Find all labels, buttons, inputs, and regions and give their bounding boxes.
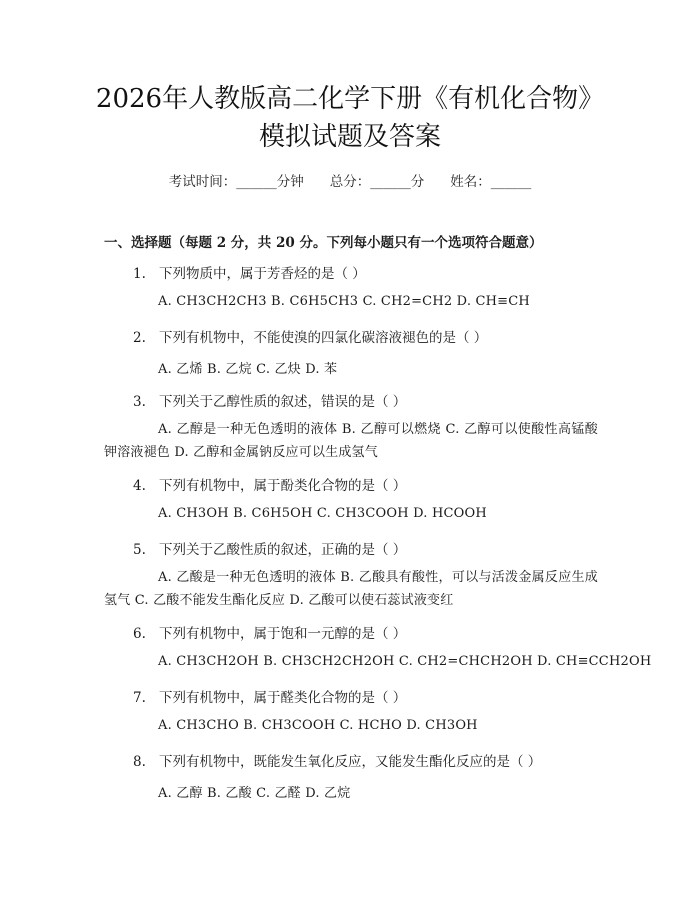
question-5 xyxy=(133,538,406,558)
question-number: 3. xyxy=(133,394,146,410)
exam-info-line xyxy=(0,170,700,190)
question-text: 下列关于乙醇性质的叙述，错误的是（ ） xyxy=(159,394,407,410)
question-text: 下列有机物中，既能发生氧化反应，又能发生酯化反应的是（ ） xyxy=(159,754,542,770)
question-number: 2. xyxy=(133,330,146,346)
document-title-line2: 模拟试题及答案 xyxy=(258,122,441,152)
total-score-field: 总分：______分 xyxy=(329,174,425,190)
question-number: 6. xyxy=(133,626,146,642)
question-6-options: A. CH3CH2OH B. CH3CH2CH2OH C. CH2=CHCH2OH D. CH≡CCH2OH xyxy=(158,654,652,669)
question-2-options: A. 乙烯 B. 乙烷 C. 乙炔 D. 苯 xyxy=(158,362,338,377)
question-number: 8. xyxy=(133,754,146,770)
question-text: 下列有机物中，属于酚类化合物的是（ ） xyxy=(159,478,407,494)
question-1 xyxy=(133,262,366,282)
exam-time-field: 考试时间：______分钟 xyxy=(168,174,304,190)
question-8-options: A. 乙醇 B. 乙酸 C. 乙醛 D. 乙烷 xyxy=(158,786,351,801)
question-number: 1. xyxy=(133,266,146,282)
question-4-options: A. CH3OH B. C6H5OH C. CH3COOH D. HCOOH xyxy=(158,506,487,521)
question-text: 下列物质中，属于芳香烃的是（ ） xyxy=(159,266,366,282)
question-number: 7. xyxy=(133,690,146,706)
section-heading-multiple-choice: 一、选择题（每题 2 分，共 20 分。下列每小题只有一个选项符合题意） xyxy=(104,235,543,251)
question-5-options: A. 乙酸是一种无色透明的液体 B. 乙酸具有酸性，可以与活泼金属反应生成氢气 C. 乙酸不能发生酯化反应 D. 乙酸可以使石蕊试液变红 xyxy=(104,570,598,608)
question-text: 下列有机物中，属于醛类化合物的是（ ） xyxy=(159,690,407,706)
question-2 xyxy=(133,326,487,346)
question-8 xyxy=(133,750,541,770)
question-1-options: A. CH3CH2CH3 B. C6H5CH3 C. CH2=CH2 D. CH≡CH xyxy=(158,294,530,309)
question-3 xyxy=(133,390,406,410)
question-number: 5. xyxy=(133,542,146,558)
question-number: 4. xyxy=(133,478,146,494)
question-4 xyxy=(133,474,406,494)
name-field: 姓名：______ xyxy=(450,174,532,190)
question-text: 下列有机物中，不能使溴的四氯化碳溶液褪色的是（ ） xyxy=(159,330,488,346)
question-text: 下列关于乙酸性质的叙述，正确的是（ ） xyxy=(159,542,407,558)
question-3-options: A. 乙醇是一种无色透明的液体 B. 乙醇可以燃烧 C. 乙醇可以使酸性高锰酸钾溶液褪色 D. 乙醇和金属钠反应可以生成氢气 xyxy=(104,422,598,460)
question-text: 下列有机物中，属于饱和一元醇的是（ ） xyxy=(159,626,407,642)
question-7 xyxy=(133,686,406,706)
question-7-options: A. CH3CHO B. CH3COOH C. HCHO D. CH3OH xyxy=(158,718,478,733)
document-title-line1: 2026年人教版高二化学下册《有机化合物》 xyxy=(95,84,605,114)
question-6 xyxy=(133,622,406,642)
